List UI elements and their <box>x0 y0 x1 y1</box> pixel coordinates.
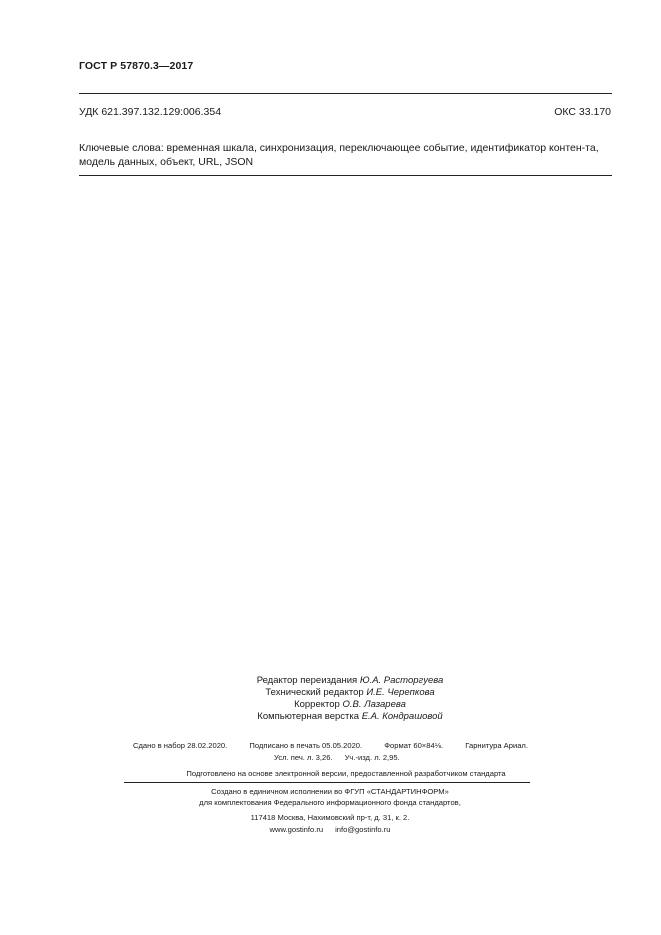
imprint-pub-sheets: Уч.-изд. л. 2,95. <box>344 753 400 762</box>
credit-tech-editor <box>150 687 550 700</box>
imprint-format: Формат 60×84⅛. <box>384 741 444 750</box>
udk-code: УДК 621.397.132.129:006.354 <box>79 106 222 118</box>
credit-proofreader <box>150 699 550 712</box>
top-divider <box>79 93 612 94</box>
publisher-email: info@gostinfo.ru <box>335 825 391 834</box>
credit-role: Технический редактор <box>265 687 364 698</box>
credit-name: Ю.А. Расторгуева <box>359 675 444 686</box>
publisher-website: www.gostinfo.ru <box>269 825 324 834</box>
credit-name: О.В. Лазарева <box>342 699 406 710</box>
credit-layout <box>150 711 550 724</box>
publisher-divider <box>124 782 530 783</box>
credit-name: Е.А. Кондрашовой <box>361 711 443 722</box>
keywords-divider <box>79 175 612 176</box>
imprint-signed: Подписано в печать 05.05.2020. <box>249 741 363 750</box>
imprint-sheets <box>274 752 400 763</box>
publisher-contacts <box>130 824 530 835</box>
publisher-line2: для комплектования Федерального информационного фонда стандартов, <box>199 798 461 807</box>
publisher-address: 117418 Москва, Нахимовский пр-т, д. 31, к. 2. <box>250 813 410 822</box>
credit-editor <box>150 675 550 688</box>
publisher-block <box>130 786 530 808</box>
imprint-line <box>133 741 528 750</box>
imprint-prepared: Подготовлено на основе электронной версии, предоставленной разработчиком стандарта <box>186 769 506 778</box>
credit-name: И.Е. Черепкова <box>366 687 435 698</box>
imprint-submitted: Сдано в набор 28.02.2020. <box>133 741 228 750</box>
standard-code: ГОСТ Р 57870.3—2017 <box>79 60 194 72</box>
credit-role: Компьютерная верстка <box>257 711 360 722</box>
keywords: Ключевые слова: временная шкала, синхронизация, переключающее событие, идентификатор контен-та, модель данных, объект, URL, JSON <box>79 142 599 168</box>
publisher-line1: Создано в единичном исполнении во ФГУП «СТАНДАРТИНФОРМ» <box>211 787 449 796</box>
imprint-typeface: Гарнитура Ариал. <box>465 741 528 750</box>
oks-code: ОКС 33.170 <box>554 106 611 118</box>
credit-role: Редактор переиздания <box>256 675 358 686</box>
credit-role: Корректор <box>294 699 340 710</box>
imprint-print-sheets: Усл. печ. л. 3,26. <box>274 753 333 762</box>
